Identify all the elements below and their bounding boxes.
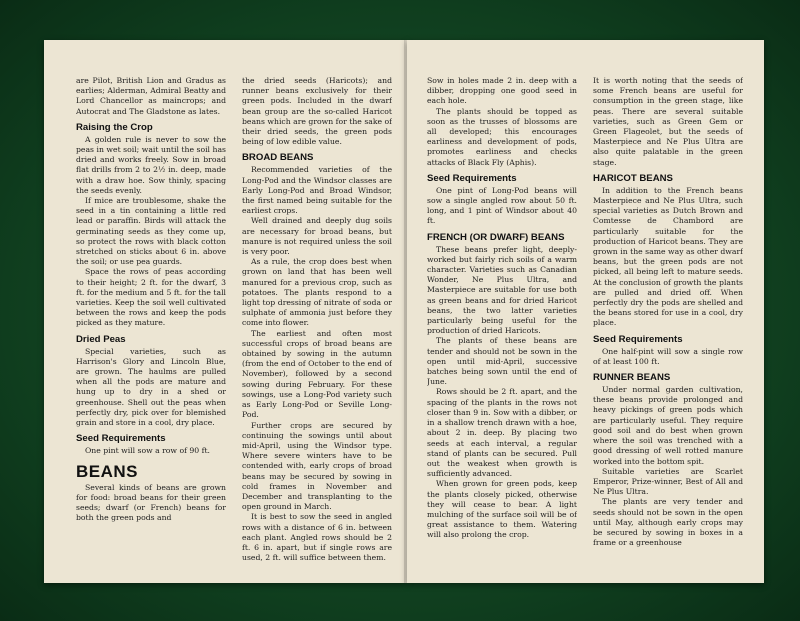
paragraph: Suitable varieties are Scarlet Emperor, Prize-winner, Best of All and Ne Plus Ultra.	[593, 466, 743, 497]
right-page	[407, 40, 764, 583]
paragraph: It is best to sow the seed in angled rows with a distance of 6 in. between each plant. Angled rows should be 2 ft. 6 in. apart, but if single rows are used, 2 ft. will suffice between them.	[242, 512, 392, 563]
paragraph: One pint will sow a row of 90 ft.	[85, 446, 210, 456]
paragraph: The plants of these beans are tender and should not be sown in the open until mid-April, successive batches being sown until the end of June.	[427, 336, 577, 387]
paragraph: Special varieties, such as Harrison's Glory and Lincoln Blue, are grown. The haulms are pulled when all the pods are mature and hung up to dry in a shed or greenhouse. Shell out the peas when perfectly dry, pick over for blemished grain and store in a cool, dry place.	[76, 346, 226, 428]
paragraph: Rows should be 2 ft. apart, and the spacing of the plants in the rows not closer than 9 in. Sow with a dibber, or in a shallow trench drawn with a hoe, about 2 in. deep. By placing two seeds at each interval, a regular stand of plants can be secured. Pull out the weakest when growth is sufficiently advanced.	[427, 387, 577, 479]
paragraph: When grown for green pods, keep the plants closely picked, otherwise they will cease to bear. A light mulching of the surface soil will be of great assistance to them. Watering will also prolong the crop.	[427, 479, 577, 540]
heading-haricot-beans: HARICOT BEANS	[593, 172, 673, 184]
heading-seed-requirements: Seed Requirements	[593, 333, 683, 345]
paragraph: Recommended varieties of the Long-Pod and the Windsor classes are Early Long-Pod and Broad Windsor, the first named being suitable for the earliest crops.	[242, 165, 392, 216]
paragraph: Further crops are secured by continuing the sowings until about mid-April, using the Windsor type. Where severe winters have to be contended with, early crops of broad beans may be secured by sowing in cold frames in November and December and transplanting to the open ground in March.	[242, 420, 392, 512]
column-3	[427, 76, 577, 576]
paragraph: As a rule, the crop does best when grown on land that has been well manured for a previous crop, such as potatoes. The plants respond to a light top dressing of nitrate of soda or sulphate of ammonia just before they come into flower.	[242, 257, 392, 328]
left-page	[44, 40, 407, 583]
heading-beans: BEANS	[76, 461, 139, 481]
paragraph: the dried seeds (Haricots); and runner beans exclusively for their green pods. Included in the dwarf bean group are the so-called Haricot beans which are grown for the sake of their dried seeds, the green pods being of low edible value.	[242, 76, 392, 147]
paragraph: Space the rows of peas according to their height; 2 ft. for the dwarf, 3 ft. for the medium and 5 ft. for the tall varieties. Keep the soil well cultivated between the rows and keep the pods picked as they mature.	[76, 267, 226, 328]
paragraph: If mice are troublesome, shake the seed in a tin containing a little red lead or paraffin. Birds will attack the germinating seeds as they come up, so protect the rows with black cotton stretched on sticks about 6 in. above the soil; or use pea guards.	[76, 196, 226, 267]
heading-french-beans: FRENCH (OR DWARF) BEANS	[427, 231, 565, 243]
heading-broad-beans: BROAD BEANS	[242, 152, 314, 164]
paragraph: Under normal garden cultivation, these beans provide prolonged and heavy pickings of green pods which are particularly useful. They require good soil and do best when grown where the soil was trenched with a good dressing of well rotted manure worked into the bottom spit.	[593, 385, 743, 466]
heading-runner-beans: RUNNER BEANS	[593, 372, 671, 384]
paragraph: Several kinds of beans are grown for food: broad beans for their green seeds; dwarf (or French) beans for both the green pods and	[76, 482, 226, 523]
paragraph: Well drained and deeply dug soils are necessary for broad beans, but manure is not required unless the soil is very poor.	[242, 216, 392, 257]
paragraph: One half-pint will sow a single row of at least 100 ft.	[593, 346, 743, 366]
heading-seed-requirements: Seed Requirements	[427, 172, 517, 184]
paragraph: In addition to the French beans Masterpiece and Ne Plus Ultra, such special varieties as Dutch Brown and Comtesse de Chambord are particularly suitable for the production of Haricot beans. They are grown in the same way as other dwarf beans, but the green pods are not picked, all being left to mature seeds. At the conclusion of growth the plants are pulled and dried off. When perfectly dry the pods are shelled and the beans stored for use in a cool, dry place.	[593, 185, 743, 328]
peas-varieties-text: are Pilot, British Lion and Gradus as earlies; Alderman, Admiral Beatty and Lord Chancellor as maincrops; and Autocrat and The Gladstone as lates.	[76, 76, 226, 116]
column-2	[242, 76, 392, 576]
paragraph: The plants are very tender and seeds should not be sown in the open until May, although early crops may be secured by sowing in boxes in a frame or a greenhouse	[593, 497, 743, 548]
paragraph: A golden rule is never to sow the peas in wet soil; wait until the soil has dried and works freely. Sow in broad flat drills from 2 to 2½ in. deep, made with a draw hoe. Sow thinly, spacing the seeds evenly.	[76, 134, 226, 195]
paragraph: The earliest and often most successful crops of broad beans are obtained by sowing in the autumn (from the end of October to the end of November), followed by a second sowing during February. For these sowings, use a Long-Pod variety such as Early Long-Pod or Seville Long-Pod.	[242, 328, 392, 420]
column-4	[593, 76, 743, 576]
heading-raising-the-crop: Raising the Crop	[76, 121, 153, 133]
paragraph: These beans prefer light, deeply-worked but fairly rich soils of a warm character. Varieties such as Canadian Wonder, Ne Plus Ultra, and Masterpiece are suitable for use both as green beans and for dried Haricot beans, the two latter varieties particularly being useful for the production of dried Haricots.	[427, 244, 577, 336]
paragraph: It is worth noting that the seeds of some French beans are useful for consumption in the green stage, like peas. There are several suitable varieties, such as Green Gem or Green Flageolet, but the seeds of Masterpiece and Ne Plus Ultra are also quite palatable in the green stage.	[593, 76, 743, 167]
paragraph: Sow in holes made 2 in. deep with a dibber, dropping one good seed in each hole.	[427, 76, 577, 106]
column-1	[76, 76, 226, 576]
heading-dried-peas: Dried Peas	[76, 333, 126, 345]
paragraph: The plants should be topped as soon as the trusses of blossoms are all developed; this encourages earliness and development of pods, promotes earliness and checks attacks of Black Fly (Aphis).	[427, 106, 577, 167]
heading-seed-requirements: Seed Requirements	[76, 433, 166, 445]
paragraph: One pint of Long-Pod beans will sow a single angled row about 50 ft. long, and 1 pint of Windsor about 40 ft.	[427, 185, 577, 226]
